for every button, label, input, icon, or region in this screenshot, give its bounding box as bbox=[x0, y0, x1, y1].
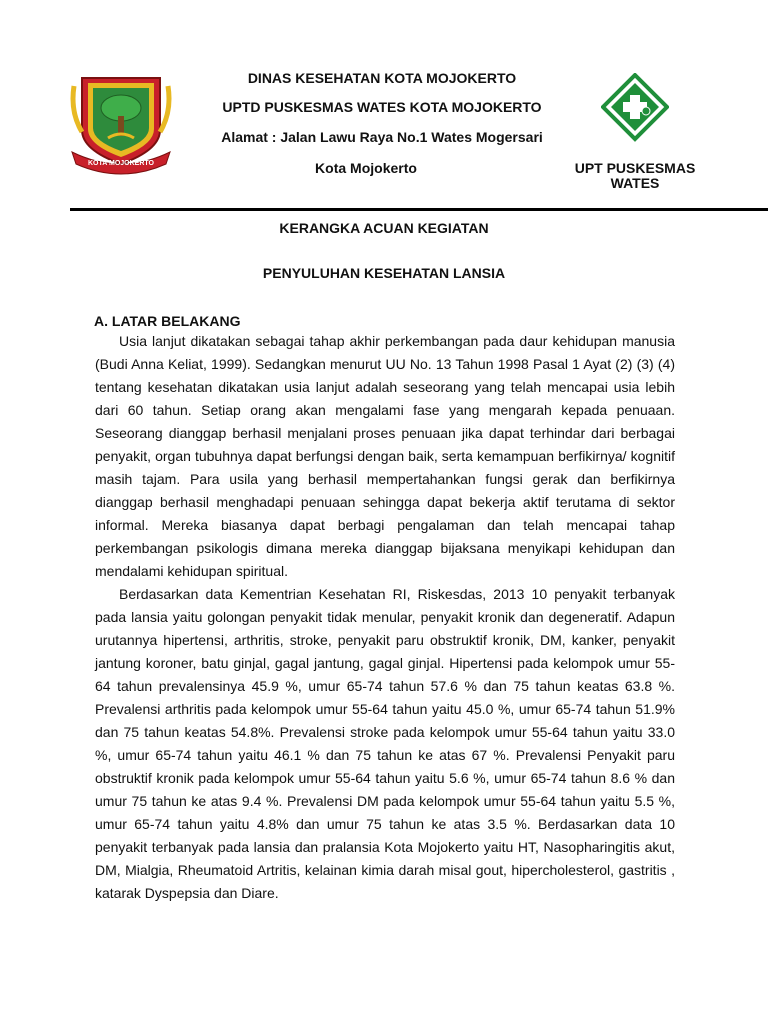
crest-ribbon-text: KOTA MOJOKERTO bbox=[88, 160, 154, 167]
puskesmas-name: UPT PUSKESMAS WATES bbox=[574, 160, 696, 191]
document-subtitle: PENYULUHAN KESEHATAN LANSIA bbox=[262, 265, 506, 281]
section-a-heading: A. LATAR BELAKANG bbox=[94, 313, 241, 329]
header-divider bbox=[70, 208, 768, 211]
header-address-line: Alamat : Jalan Lawu Raya No.1 Wates Mogersari bbox=[221, 129, 543, 145]
puskesmas-logo bbox=[601, 73, 669, 145]
header-unit-line: UPTD PUSKESMAS WATES KOTA MOJOKERTO bbox=[222, 99, 542, 115]
header-agency-line: DINAS KESEHATAN KOTA MOJOKERTO bbox=[247, 70, 517, 86]
background-paragraph-1: Usia lanjut dikatakan sebagai tahap akhir perkembangan pada daur kehidupan manusia (Budi Anna Keliat, 1999). Sedangkan menurut UU No. 13 Tahun 1998 Pasal 1 Ayat (2) (3) (4) tentang kesehatan dikatakan usia lanjut adalah seseorang yang telah mencapai usia lebih dari 60 tahun. Setiap orang akan mengalami fase yang mengarah kepada penuaan. Seseorang dianggap berhasil menjalani proses penuaan jika dapat terhindar dari berbagai penyakit, organ tubuhnya dapat berfungsi dengan baik, serta kemampuan berfikirnya/ kognitif masih tajam. Para usila yang berhasil mempertahankan fungsi gerak dan berfikirnya dianggap berhasil menghadapi penuaan sehingga dapat bekerja aktif terutama di sektor informal. Mereka biasanya dapat berbagi pengalaman dan telah mencapai tahap perkembangan psikologis dimana mereka dianggap bijaksana menyikapi kehidupan dan mendalami kehidupan spiritual. bbox=[95, 333, 675, 579]
header-city-line: Kota Mojokerto bbox=[315, 160, 417, 176]
document-title: KERANGKA ACUAN KEGIATAN bbox=[279, 220, 489, 236]
background-paragraph-2: Berdasarkan data Kementrian Kesehatan RI, Riskesdas, 2013 10 penyakit terbanyak pada lansia yaitu golongan penyakit tidak menular, penyakit kronik dan degeneratif. Adapun urutannya hipertensi, arthritis, stroke, penyakit paru obstruktif kronik, DM, kanker, penyakit jantung koroner, batu ginjal, gagal jantung, gagal ginjal. Hipertensi pada kelompok umur 55-64 tahun prevalensinya 45.9 %, umur 65-74 tahun 57.6 % dan 75 tahun keatas 63.8 %. Prevalensi arthritis pada kelompok umur 55-64 tahun yaitu 45.0 %, umur 65-74 tahun 51.9% dan 75 tahun keatas 54.8%. Prevalensi stroke pada kelompok umur 55-64 tahun yaitu 33.0 %, umur 65-74 tahun yaitu 46.1 % dan 75 tahun ke atas 67 %. Prevalensi Penyakit paru obstruktif kronik pada kelompok umur 55-64 tahun yaitu 5.6 %, umur 65-74 tahun 8.6 % dan umur 75 tahun ke atas 9.4 %. Prevalensi DM pada kelompok umur 55-64 tahun yaitu 5.5 %, umur 65-74 tahun yaitu 4.8% dan umur 75 tahun ke atas 3.5 %. Berdasarkan data 10 penyakit terbanyak pada lansia dan pralansia Kota Mojokerto yaitu HT, Nasopharingitis akut, DM, Mialgia, Rheumatoid Artritis, kelainan kimia darah misal gout, hipercholesterol, gastritis , katarak Dyspepsia dan Diare. bbox=[95, 586, 675, 901]
